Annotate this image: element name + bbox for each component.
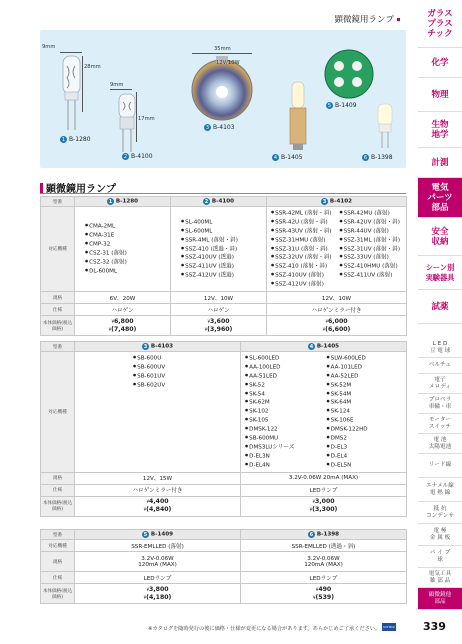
category-sidebar bbox=[418, 0, 462, 644]
row-label-model: 型番 bbox=[41, 342, 75, 352]
row-label-price: 本体価格(税込価格) bbox=[41, 316, 75, 336]
photo-label-code: B-1280 bbox=[69, 136, 91, 143]
photo-label-code: B-4100 bbox=[131, 153, 153, 160]
compat-model-item: ● AA-51LED bbox=[245, 372, 325, 381]
compat-model-item: ● D-EL3N bbox=[245, 452, 325, 461]
bulb-b1405-illustration bbox=[285, 80, 311, 152]
head-b4103: 3 B-4103 bbox=[75, 342, 241, 352]
type-cell: LEDランプ bbox=[241, 572, 407, 584]
sidebar-sub-lead-wire[interactable]: リード線 bbox=[418, 454, 462, 478]
compat-list bbox=[241, 352, 325, 472]
row-label-compat: 対応機種 bbox=[41, 352, 75, 473]
compat-list bbox=[75, 220, 170, 277]
footer-note: ※カタログを随時発行の後に価格・仕様が変更になる場合があります。あらかじめご了承ください。 bbox=[148, 626, 381, 632]
compat-model-item: ● SK-52 bbox=[245, 381, 325, 390]
compat-cell bbox=[241, 352, 407, 473]
compat-model-item: ● AA-100LED bbox=[245, 363, 325, 372]
compat-model-item: ● DMS2 bbox=[327, 434, 407, 443]
dim-b4100-h: 17mm bbox=[138, 116, 155, 122]
spec-cell: 3.2V-0.06W 120mA (MAX) bbox=[241, 552, 407, 572]
spec-table-3 bbox=[40, 529, 407, 604]
compat-model-item: ● SSR-4ML (落射・斜) bbox=[181, 236, 266, 245]
table-row-compat bbox=[41, 207, 407, 292]
bulb-b1280-illustration bbox=[60, 54, 84, 134]
compat-model-item: ● DMS3LUシリーズ bbox=[245, 443, 325, 452]
compat-model-item: ● SL-600LED bbox=[245, 354, 325, 363]
table-row-type bbox=[41, 572, 407, 584]
table-row-price bbox=[41, 584, 407, 604]
photo-label-2 bbox=[122, 153, 153, 160]
compat-model-item: ● SSZ-31U (落射・斜) bbox=[271, 245, 338, 254]
compat-model-item: ● SSZ-410UV (落射) bbox=[271, 271, 338, 280]
compat-model-item: ● SK-54M bbox=[327, 390, 407, 399]
photo-label-3 bbox=[204, 124, 235, 131]
compat-model-item: ● SK-124 bbox=[327, 407, 407, 416]
sidebar-sub-battery-solar[interactable]: 電 池 太陽電池 bbox=[418, 434, 462, 454]
compat-cell: SSR-EMLLED (透過・斜) bbox=[241, 540, 407, 552]
compat-model-item: ● CMA-2ML bbox=[85, 222, 170, 231]
page-header-title: 顕微鏡用ランプ bbox=[334, 13, 400, 25]
compat-model-item: ● SSZ-410 (透過・斜) bbox=[181, 245, 266, 254]
bulb-b4103-illustration bbox=[190, 56, 260, 126]
table-head-row bbox=[41, 530, 407, 540]
item-number-badge: 5 bbox=[327, 102, 332, 109]
sidebar-sub-propeller-wheel[interactable]: プロペラ 車輪・車 bbox=[418, 394, 462, 414]
type-cell: ハロゲンミラー付き bbox=[75, 484, 241, 496]
type-cell: ハロゲン bbox=[171, 304, 267, 316]
section-title-marker bbox=[40, 183, 43, 193]
sidebar-sub-pipe-ball[interactable]: パ イ プ 球 bbox=[418, 546, 462, 568]
row-label-type: 仕様 bbox=[41, 484, 75, 496]
table-row-spec bbox=[41, 292, 407, 304]
price-cell: ¥490 ¥(539) bbox=[241, 584, 407, 604]
compat-list bbox=[267, 207, 338, 291]
row-label-type: 仕様 bbox=[41, 572, 75, 584]
compat-model-item: ● CSZ-31 (落射) bbox=[85, 249, 170, 258]
sidebar-sub-led[interactable]: L E D 豆 電 球 bbox=[418, 338, 462, 358]
row-label-model: 型番 bbox=[41, 197, 75, 207]
sidebar-item-electric-parts[interactable]: 電気 パーツ 部品 bbox=[418, 178, 462, 218]
compat-model-item: ● D-EL4N bbox=[245, 461, 325, 470]
dim-line bbox=[192, 53, 252, 54]
sidebar-item-measurement[interactable]: 計測 bbox=[418, 148, 462, 178]
row-label-spec: 規格 bbox=[41, 472, 75, 484]
compat-model-item: ● SK-54 bbox=[245, 390, 325, 399]
company-logo: UCHIDA bbox=[383, 625, 395, 629]
section-title: 顕微鏡用ランプ bbox=[40, 180, 116, 195]
compat-model-item: ● SSR-43UV (落射・斜) bbox=[271, 227, 338, 236]
sidebar-sub-electrode-metal[interactable]: 電 極 金 属 板 bbox=[418, 524, 462, 546]
compat-model-item: ● SSZ-410 (落射・斜) bbox=[271, 262, 338, 271]
compat-cell: SSR-EMLLED (落射) bbox=[75, 540, 241, 552]
compat-model-item: ● D-EL5N bbox=[327, 461, 407, 470]
price-cell: ¥3,600 ¥(3,960) bbox=[171, 316, 267, 336]
table-row-type bbox=[41, 484, 407, 496]
table-row-compat bbox=[41, 352, 407, 473]
compat-model-item: ● SB-601UV bbox=[133, 372, 240, 381]
sidebar-sub-motor-switch[interactable]: モーター スイッチ bbox=[418, 414, 462, 434]
table-row-price bbox=[41, 496, 407, 516]
head-b1409: 5 B-1409 bbox=[75, 530, 241, 540]
compat-model-item: ● DL-600ML bbox=[85, 267, 170, 276]
compat-model-item: ● SK-64M bbox=[327, 398, 407, 407]
item-number-badge: 3 bbox=[205, 124, 210, 131]
price-cell: ¥6,800 ¥(7,480) bbox=[75, 316, 171, 336]
photo-label-1 bbox=[60, 136, 91, 143]
photo-label-code: B-1405 bbox=[281, 154, 303, 161]
compat-model-item: ● SL-600ML bbox=[181, 227, 266, 236]
row-label-type: 仕様 bbox=[41, 304, 75, 316]
dim-b4103-volt: 12V/10W bbox=[216, 60, 240, 66]
compat-model-item: ● SSZ-411UV (落射) bbox=[340, 271, 407, 280]
dim-line bbox=[110, 89, 132, 90]
dim-b4100-w: 9mm bbox=[110, 82, 124, 88]
sidebar-item-chemistry[interactable]: 化学 bbox=[418, 48, 462, 78]
head-b1280: 1 B-1280 bbox=[75, 197, 171, 207]
spec-table-2 bbox=[40, 341, 407, 517]
compat-list bbox=[75, 352, 240, 392]
compat-model-item: ● CMA-31E bbox=[85, 231, 170, 240]
compat-list bbox=[325, 352, 407, 472]
compat-model-item: ● SLW-600LED bbox=[327, 354, 407, 363]
head-b4102: 3 B-4102 bbox=[267, 197, 407, 207]
table-head-row bbox=[41, 197, 407, 207]
compat-model-item: ● SSZ-31HMU (落射) bbox=[271, 236, 338, 245]
type-cell: LEDランプ bbox=[75, 572, 241, 584]
sidebar-sub-electronic-melody[interactable]: 電子 メロディ bbox=[418, 374, 462, 394]
product-photo-panel bbox=[40, 30, 406, 168]
compat-model-item: ● SB-600UV bbox=[133, 363, 240, 372]
bulb-b1409-illustration bbox=[323, 48, 375, 100]
spec-cell: 12V、10W bbox=[267, 292, 407, 304]
dim-b1280-h: 28mm bbox=[84, 64, 101, 70]
spec-cell: 6V、20W bbox=[75, 292, 171, 304]
table-row-spec bbox=[41, 472, 407, 484]
compat-model-item: ● DMSK-122HD bbox=[327, 425, 407, 434]
table-head-row bbox=[41, 342, 407, 352]
compat-list bbox=[338, 207, 407, 291]
compat-model-item: ● SSR-42U (落射・斜) bbox=[271, 218, 338, 227]
compat-cell bbox=[171, 207, 267, 292]
table-row-type bbox=[41, 304, 407, 316]
compat-model-item: ● CMP-32 bbox=[85, 240, 170, 249]
spec-cell: 3.2V-0.06W 120mA (MAX) bbox=[75, 552, 241, 572]
compat-model-item: ● SSZ-31ML (落射・斜) bbox=[340, 236, 407, 245]
row-label-price: 本体価格(税込価格) bbox=[41, 584, 75, 604]
row-label-compat: 対応機種 bbox=[41, 540, 75, 552]
photo-label-code: B-4103 bbox=[213, 124, 235, 131]
table-row-spec bbox=[41, 552, 407, 572]
compat-model-item: ● SSZ-411UV (透過) bbox=[181, 262, 266, 271]
compat-model-item: ● SK-62M bbox=[245, 398, 325, 407]
spec-table-1 bbox=[40, 196, 407, 336]
bulb-b4100-illustration bbox=[116, 92, 140, 156]
price-cell: ¥3,000 ¥(3,300) bbox=[241, 496, 407, 516]
spec-cell: 12V、15W bbox=[75, 472, 241, 484]
compat-model-item: ● SSZ-32UV (落射・斜) bbox=[271, 253, 338, 262]
type-cell: ハロゲン bbox=[75, 304, 171, 316]
sidebar-item-glass-plastic[interactable]: ガラス プラス チック bbox=[418, 0, 462, 48]
page-number: 339 bbox=[423, 620, 446, 633]
sidebar-item-biology-earth[interactable]: 生物 地学 bbox=[418, 112, 462, 148]
compat-model-item: ● AA-101LED bbox=[327, 363, 407, 372]
bulb-b1398-illustration bbox=[374, 102, 396, 152]
compat-model-item: ● SSR-42UV (落射・斜) bbox=[340, 218, 407, 227]
sidebar-item-safety-storage[interactable]: 安全 収納 bbox=[418, 218, 462, 256]
head-b1398: 6 B-1398 bbox=[241, 530, 407, 540]
item-number-badge: 1 bbox=[61, 136, 66, 143]
photo-label-code: B-1398 bbox=[371, 154, 393, 161]
photo-label-6 bbox=[362, 154, 393, 161]
compat-model-item: ● SSR-44UV (落射) bbox=[340, 227, 407, 236]
type-cell: ハロゲンミラー付き bbox=[267, 304, 407, 316]
compat-model-item: ● AA-52LED bbox=[327, 372, 407, 381]
photo-label-4 bbox=[272, 154, 303, 161]
compat-cell bbox=[75, 352, 241, 473]
head-b1405: 4 B-1405 bbox=[241, 342, 407, 352]
compat-model-item: ● SK-102 bbox=[245, 407, 325, 416]
compat-model-item: ● SSR-42ML (落射・斜) bbox=[271, 209, 338, 218]
compat-model-item: ● CSZ-32 (落射) bbox=[85, 258, 170, 267]
sidebar-item-scene-experiment[interactable]: シーン別 実験器具 bbox=[418, 256, 462, 290]
dim-line bbox=[60, 52, 82, 53]
compat-model-item: ● D-EL4 bbox=[327, 452, 407, 461]
row-label-compat: 対応機種 bbox=[41, 207, 75, 292]
photo-label-code: B-1409 bbox=[335, 102, 357, 109]
compat-model-item: ● D-EL3 bbox=[327, 443, 407, 452]
compat-model-item: ● SK-52M bbox=[327, 381, 407, 390]
price-cell: ¥6,000 ¥(6,600) bbox=[267, 316, 407, 336]
type-cell: LEDランプ bbox=[241, 484, 407, 496]
sidebar-item-reagent[interactable]: 試薬 bbox=[418, 290, 462, 324]
compat-model-item: ● SSZ-31UV (落射・斜) bbox=[340, 245, 407, 254]
row-label-spec: 規格 bbox=[41, 292, 75, 304]
row-label-model: 型番 bbox=[41, 530, 75, 540]
compat-model-item: ● SB-600MU bbox=[245, 434, 325, 443]
sidebar-sub-microscope-parts[interactable]: 顕微鏡他 部品 bbox=[418, 588, 462, 610]
table-row-compat bbox=[41, 540, 407, 552]
price-cell: ¥4,400 ¥(4,840) bbox=[75, 496, 241, 516]
compat-list bbox=[171, 216, 266, 282]
sidebar-sub-enamel-heating-wire[interactable]: エナメル線 電 熱 線 bbox=[418, 478, 462, 502]
sidebar-item-physics[interactable]: 物理 bbox=[418, 78, 462, 112]
compat-model-item: ● SSZ-33UV (落射) bbox=[340, 253, 407, 262]
sidebar-sub-resistor-capacitor[interactable]: 抵 抗 コンデンサ bbox=[418, 502, 462, 524]
spec-cell: 3.2V-0.06W 20mA (MAX) bbox=[241, 472, 407, 484]
compat-model-item: ● SB-602UV bbox=[133, 381, 240, 390]
sidebar-sub-tools-misc[interactable]: 電気工具 雑 部 品 bbox=[418, 568, 462, 588]
compat-cell bbox=[267, 207, 407, 292]
sidebar-sub-peltier[interactable]: ベルチェ bbox=[418, 358, 462, 374]
dim-b1280-w: 9mm bbox=[42, 44, 56, 50]
compat-model-item: ● SSZ-410HMU (落射) bbox=[340, 262, 407, 271]
compat-model-item: ● SK-105 bbox=[245, 416, 325, 425]
price-cell: ¥3,800 ¥(4,180) bbox=[75, 584, 241, 604]
compat-cell bbox=[75, 207, 171, 292]
row-label-price: 本体価格(税込価格) bbox=[41, 496, 75, 516]
compat-model-item: ● SB-600U bbox=[133, 354, 240, 363]
compat-model-item: ● SSZ-412UV (透過) bbox=[181, 271, 266, 280]
item-number-badge: 4 bbox=[273, 154, 278, 161]
dim-b4103-w: 35mm bbox=[214, 46, 231, 52]
compat-model-item: ● SSZ-412UV (落射) bbox=[271, 280, 338, 289]
compat-model-item: ● SL-400ML bbox=[181, 218, 266, 227]
item-number-badge: 6 bbox=[363, 154, 368, 161]
compat-model-item: ● DMSK-122 bbox=[245, 425, 325, 434]
compat-model-item: ● SSZ-410UV (透過) bbox=[181, 253, 266, 262]
compat-model-item: ● SSR-42MU (落射) bbox=[340, 209, 407, 218]
spec-cell: 12V、10W bbox=[171, 292, 267, 304]
row-label-spec: 規格 bbox=[41, 552, 75, 572]
head-b4100: 2 B-4100 bbox=[171, 197, 267, 207]
item-number-badge: 2 bbox=[123, 153, 128, 160]
section-divider bbox=[40, 193, 406, 194]
compat-model-item: ● SK-106E bbox=[327, 416, 407, 425]
table-row-price bbox=[41, 316, 407, 336]
photo-label-5 bbox=[326, 102, 357, 109]
